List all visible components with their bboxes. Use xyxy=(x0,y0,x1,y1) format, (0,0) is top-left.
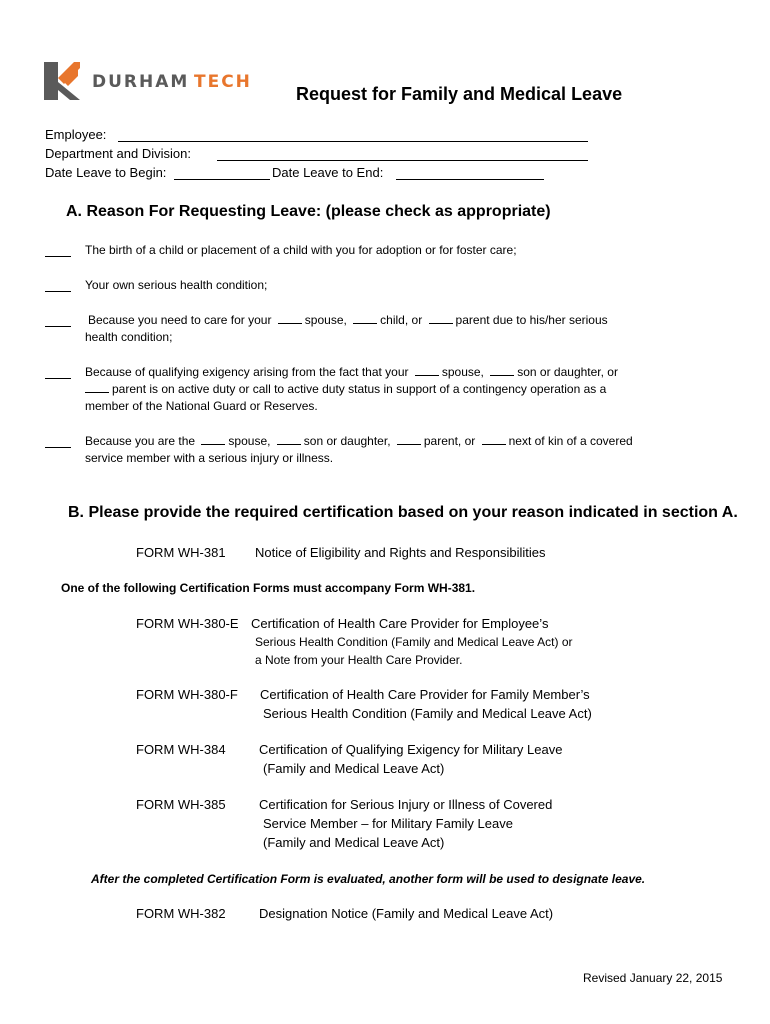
parent-blank[interactable] xyxy=(397,433,421,445)
begin-date-field[interactable] xyxy=(174,166,270,180)
reason-text: The birth of a child or placement of a child with you for adoption or for foster care; xyxy=(85,243,517,257)
reason-birth xyxy=(85,242,517,259)
parent-blank[interactable] xyxy=(85,381,109,393)
employee-label: Employee: xyxy=(45,127,107,142)
end-date-field[interactable] xyxy=(396,166,544,180)
employee-field[interactable] xyxy=(118,128,588,142)
brand-word-durham: DURHAM xyxy=(92,72,190,92)
department-label: Department and Division: xyxy=(45,146,191,161)
reason-own-health xyxy=(85,277,267,294)
next-of-kin-blank[interactable] xyxy=(482,433,506,445)
reason-text: spouse, xyxy=(441,365,484,379)
department-field[interactable] xyxy=(217,147,588,161)
designation-note: After the completed Certification Form is evaluated, another form will be used to designate leave. xyxy=(91,872,646,886)
reason-text: member of the National Guard or Reserves. xyxy=(85,399,318,413)
check-blank-exigency[interactable] xyxy=(45,367,71,379)
reason-care-family xyxy=(85,312,608,346)
reason-text: child, or xyxy=(380,313,423,327)
form-desc-380e-1: Certification of Health Care Provider for Employee’s xyxy=(251,616,549,631)
reason-exigency xyxy=(85,364,618,415)
parent-blank[interactable] xyxy=(429,312,453,324)
check-blank-covered-member[interactable] xyxy=(45,436,71,448)
form-desc-382: Designation Notice (Family and Medical Leave Act) xyxy=(259,906,554,921)
form-desc-381: Notice of Eligibility and Rights and Responsibilities xyxy=(255,545,546,560)
logo-mark-icon xyxy=(44,62,80,100)
form-desc-380e-2: Serious Health Condition (Family and Medical Leave Act) or xyxy=(255,635,573,649)
form-desc-380f-1: Certification of Health Care Provider for Family Member’s xyxy=(260,687,590,702)
form-code-381: FORM WH-381 xyxy=(136,545,226,560)
form-code-385: FORM WH-385 xyxy=(136,797,226,812)
end-date-label: Date Leave to End: xyxy=(272,165,384,180)
check-blank-birth[interactable] xyxy=(45,245,71,257)
spouse-blank[interactable] xyxy=(278,312,302,324)
reason-text: service member with a serious injury or illness. xyxy=(85,451,334,465)
reason-text: parent is on active duty or call to active duty status in support of a contingency operation as a xyxy=(112,382,607,396)
form-code-380e: FORM WH-380-E xyxy=(136,616,239,631)
reason-text: Because you are the xyxy=(85,434,196,448)
son-daughter-blank[interactable] xyxy=(490,364,514,376)
brand-word-tech: TECH xyxy=(194,72,252,92)
reason-text: son or daughter, xyxy=(303,434,391,448)
certification-note: One of the following Certification Forms must accompany Form WH-381. xyxy=(61,581,476,595)
form-code-380f: FORM WH-380-F xyxy=(136,687,238,702)
son-daughter-blank[interactable] xyxy=(277,433,301,445)
check-blank-own-health[interactable] xyxy=(45,280,71,292)
child-blank[interactable] xyxy=(353,312,377,324)
reason-covered-member xyxy=(85,433,633,467)
reason-text: parent due to his/her serious xyxy=(455,313,608,327)
reason-text: spouse, xyxy=(228,434,271,448)
reason-text: parent, or xyxy=(423,434,476,448)
check-blank-care[interactable] xyxy=(45,315,71,327)
durham-tech-logo xyxy=(44,62,274,102)
form-desc-380e-3: a Note from your Health Care Provider. xyxy=(255,653,463,667)
section-b-heading: B. Please provide the required certification based on your reason indicated in section A. xyxy=(68,504,738,521)
reason-text: health condition; xyxy=(85,330,173,344)
reason-text: son or daughter, or xyxy=(517,365,618,379)
page-title: Request for Family and Medical Leave xyxy=(296,84,623,104)
form-desc-385-1: Certification for Serious Injury or Illness of Covered xyxy=(259,797,553,812)
form-code-382: FORM WH-382 xyxy=(136,906,226,921)
form-desc-384-1: Certification of Qualifying Exigency for Military Leave xyxy=(259,742,563,757)
section-a-heading: A. Reason For Requesting Leave: (please check as appropriate) xyxy=(66,203,551,220)
reason-text: next of kin of a covered xyxy=(508,434,633,448)
reason-text: Because you need to care for your xyxy=(88,313,272,327)
reason-text: Your own serious health condition; xyxy=(85,278,268,292)
reason-text: Because of qualifying exigency arising from the fact that your xyxy=(85,365,409,379)
spouse-blank[interactable] xyxy=(415,364,439,376)
spouse-blank[interactable] xyxy=(201,433,225,445)
form-code-384: FORM WH-384 xyxy=(136,742,226,757)
form-desc-384-2: (Family and Medical Leave Act) xyxy=(263,761,445,776)
begin-date-label: Date Leave to Begin: xyxy=(45,165,167,180)
reason-text: spouse, xyxy=(304,313,347,327)
revision-date: Revised January 22, 2015 xyxy=(583,971,723,985)
form-desc-385-3: (Family and Medical Leave Act) xyxy=(263,835,445,850)
form-desc-380f-2: Serious Health Condition (Family and Medical Leave Act) xyxy=(263,706,592,721)
form-desc-385-2: Service Member – for Military Family Leave xyxy=(263,816,513,831)
